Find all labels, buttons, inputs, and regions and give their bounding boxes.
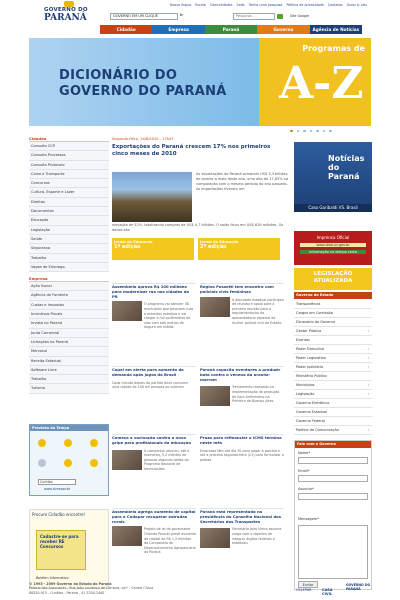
gov-item[interactable] [294,300,372,309]
footer-line-1: © 1995 - 2009 Governo do Estado do Paraná [29,582,112,586]
news-title[interactable]: Paraná está representado na presidência do Conselho Nacional dos Secretários dos Transportes [200,508,284,524]
jornal-label: Jornal da Educação [114,240,153,244]
casa-civil-logo[interactable]: CASA CIVIL [322,588,333,596]
top-link[interactable]: Política de privacidade [286,3,324,7]
gov-item[interactable] [294,363,372,372]
email-field[interactable] [298,475,368,482]
sidebar-item[interactable]: Educação [29,216,109,225]
go-button[interactable]: ir [180,13,183,17]
sidebar-head-cidadao: Cidadão [29,135,109,142]
gov-item[interactable] [294,426,372,435]
left-sidebar [29,135,109,394]
sidebar-item[interactable]: Caixa e Transporte [29,170,109,179]
top-link[interactable]: Índia [236,3,245,7]
news-text: Projeto de lei do governador Orlando Pessuti prevê aumento de capital de R$ 1,5 milhões da Companhia de Desenvolvimento Agropecuário do Paraná [144,527,196,555]
banner-program: Programas de [302,44,365,53]
search-scope-radio[interactable]: Site Google [290,14,310,18]
nav-agencia[interactable]: Agência de Notícias [310,25,362,34]
chevron-right-icon: › [367,383,369,387]
jornal-educacao-2[interactable] [198,238,280,260]
news-title[interactable]: Prazo para refinanciar o ICMS termina neste mês [200,434,284,446]
nome-field[interactable] [298,457,368,464]
sidebar-item[interactable]: Documentos [29,207,109,216]
gov-item[interactable] [294,372,372,381]
gov-item-label: Legislação [296,392,315,396]
sidebar-item[interactable]: Incentivos Fiscais [29,310,109,319]
gov-item-label: Eventos [296,338,310,342]
gov-item[interactable] [294,390,372,399]
sun-icon [38,459,46,467]
sidebar-item[interactable]: Concursos [29,179,109,188]
pager-dot[interactable] [290,130,293,133]
news-text: A deputada estadual participou de reunião e apoio para a primeira reunião para a regulamentação da aposentadoria especial da mulher policial civil do Estado [232,297,284,325]
gov-item-label: Poder Legislativo [296,356,326,360]
assunto-field[interactable] [298,493,368,500]
banner-title-1: DICIONÁRIO DO [59,68,178,83]
jornal-educacao-1[interactable] [112,238,194,260]
news-text: Cada minuto depois da partida deve consumir uma cidade de 100 mil pessoas ao subirem [112,380,189,390]
procure-head: Procure Cidadão encontre! [32,512,86,517]
pager-dot[interactable] [329,130,332,133]
top-link[interactable]: Escola [195,3,206,7]
sidebar-item[interactable]: Invista no Paraná [29,319,109,328]
gov-item-label: Municípios [296,383,315,387]
news-text: O programa vai atender 38 municípios que possuem ruas e avenidas estreitas e vai chegar a mil quilômetros de vias com seis metros de largura em média. [144,302,194,330]
leg-line-1: LEGISLAÇÃO [313,271,353,277]
news-title[interactable]: Paraná capacita eventores a produzir bota contra o veneno da aranha-marrom [200,366,284,382]
feature-text: As exportações do Paraná somaram US$ 5,3 bilhões de janeiro a maio deste ano, uma alta de 17,85% na comparação com o mesmo período do ano passado. As importações tiveram um [196,172,289,191]
gov-item[interactable] [294,399,372,408]
footer-line-2: Palácio das Araucárias - Rua João Lourenço de Campos, s/nº - Centro Cívico [29,586,154,591]
gov-item[interactable] [294,345,372,354]
chevron-right-icon: › [367,356,369,360]
sidebar-item[interactable]: Receita Estadual [29,357,109,366]
governo-footer-logo[interactable]: GOVERNO DO PARANÁ [346,583,371,591]
top-link[interactable]: Contatos [327,3,343,7]
chevron-right-icon: › [367,428,369,432]
label-nome: Nome* [298,451,311,455]
pager-dot[interactable] [316,130,319,133]
gov-item[interactable] [294,381,372,390]
gov-item[interactable] [294,327,372,336]
pager-dot[interactable] [297,130,300,133]
news-item[interactable] [112,283,196,343]
gov-item[interactable] [294,354,372,363]
celepar-logo[interactable]: CELEPAR [296,588,312,592]
news-item[interactable] [200,508,284,578]
sidebar-item[interactable]: Trabalho [29,375,109,384]
search-input[interactable]: Pesquise... [233,13,275,20]
top-link[interactable]: Tenha uma pesquisa [248,3,283,7]
sun-icon [64,439,72,447]
news-item[interactable] [112,434,196,494]
gov-item-label: Governo Federal [296,419,325,423]
sidebar-item[interactable]: Ação Social [29,282,109,291]
governo-head: Governo do Estado [294,292,372,299]
news-title[interactable]: Regina Possetti tem encontro com policiais civis femininas [200,283,284,295]
news-title[interactable]: Copel em alerta para aumento da demanda após jogos do Brasil [112,366,196,378]
feature-title[interactable]: Exportações do Paraná crescem 17% nos primeiros cinco meses de 2010 [112,144,271,157]
send-button[interactable]: Enviar [298,581,318,588]
sidebar-item[interactable]: Mercosul [29,347,109,356]
label-mensagem: Mensagem* [298,517,319,521]
contact-head: Fale com o Governo [295,441,371,448]
sidebar-item[interactable]: Vagas de Emprego [29,263,109,272]
sidebar-item[interactable]: Cultura, Esporte e Lazer [29,188,109,197]
gov-item-label: Política de Comunicação [296,428,339,432]
gov-item[interactable] [294,336,372,345]
footer-line-3: 80530-915 - Curitiba - Paraná - 41 3350-2400 [29,590,105,595]
news-text: A campanha vacinou, até o momento, 5,2 milhões de pessoas segundo dados do Programa Nacional de Imunizações [144,448,190,471]
io-sub: Informação na tempo certa [300,250,366,254]
sidebar-item[interactable]: Consulta Processos [29,151,109,160]
sun-icon [38,439,46,447]
logo-line2: PARANÁ [44,13,87,23]
gov-item[interactable] [294,309,372,318]
nav-governo[interactable]: Governo [257,25,309,34]
noticias-parana-box[interactable] [294,142,372,212]
news-image[interactable] [200,528,230,548]
sidebar-item[interactable]: Segurança [29,244,109,253]
news-image[interactable] [200,386,230,406]
gov-item-label: Gestor Público [296,329,322,333]
sidebar-item[interactable]: Consulta CCP [29,142,109,151]
mensagem-field[interactable] [298,525,368,579]
crest-icon [64,1,74,7]
chevron-right-icon: › [367,329,369,333]
date-line: Segunda-Feira, 14/6/2010 - 17h47 [112,137,174,141]
feature-image[interactable] [112,172,192,222]
np-strip[interactable]: Caso Garibaldi VS. Brasil [294,204,372,212]
sidebar-item[interactable]: Junta Comercial [29,329,109,338]
news-title[interactable]: Começa a vacinação contra a nova gripe para profissionais da educação [112,434,196,446]
top-link[interactable]: Guias & Leis [346,3,368,7]
governo-select[interactable]: GOVERNO EM UM CLIQUE [110,13,178,20]
news-image[interactable] [112,526,142,546]
nav-cidadao[interactable]: Cidadão [100,25,152,34]
np-title-1: Notícias do [328,154,365,172]
news-item[interactable] [112,366,196,426]
city-select[interactable]: Curitiba [38,479,76,485]
sidebar-item[interactable]: Turismo [29,384,109,393]
news-text: Empresas têm até dia 30 para pagar à parcela e até a próxima segunda-feira (21) para formalizar o pedido [200,448,284,462]
sidebar-item[interactable]: Saúde [29,235,109,244]
sidebar-head-empresa: Empresa [29,275,109,282]
news-item[interactable] [200,366,284,426]
gov-item-label: Governo Estadual [296,410,328,414]
news-item[interactable] [200,434,284,494]
news-item[interactable] [112,508,196,578]
gov-item[interactable] [294,318,372,327]
chevron-right-icon: › [367,347,369,351]
label-assunto: Assunto* [298,487,314,491]
news-image[interactable] [112,301,142,321]
gov-item[interactable] [294,417,372,426]
jornal-edition: 1ª edição [114,244,141,250]
weather-head: Previsão do Tempo [30,425,108,431]
label-email: Email* [298,469,310,473]
logo-line1: GOVERNO DO [44,7,88,13]
sun-icon [64,459,72,467]
footer [29,582,189,595]
sidebar-item[interactable]: Direitos [29,198,109,207]
top-link[interactable]: Nossa língua [170,3,192,7]
chevron-right-icon: › [367,365,369,369]
pager-dot[interactable] [303,130,306,133]
np-title [328,154,372,181]
top-links [170,3,400,9]
feature-text-2: elevação de 52%, totalizando compras de US$ 4,7 bilhões. O saldo ficou em US$ 626 milhões. Os dados são [112,223,284,232]
gov-item-label: Poder Executivo [296,347,325,351]
sidebar-item[interactable]: Licitações no Paraná [29,338,109,347]
procure-widget[interactable] [29,509,109,589]
search-go-icon[interactable] [277,14,283,19]
sun-icon [90,439,98,447]
news-text: Secretário Jairo Vieira assume cargo com o objetivo de integrar órgãos federais e estaduais [232,527,282,546]
gov-item-label: Governo Eletrônico [296,401,330,405]
leg-line-2: ATUALIZADA [313,278,353,284]
banner-az: A-Z [279,58,364,109]
gov-item-label: Ministério Público [296,374,327,378]
weather-link[interactable]: www.simepar.br [44,487,71,491]
sidebar-item[interactable]: Consulta Protocolo [29,161,109,170]
top-link[interactable]: Comunidades [209,3,233,7]
procure-card[interactable]: Cadastre-se para receber RE Concursos [36,530,86,570]
gov-item-label: Dicionário do Governo [296,320,336,324]
nav-parana[interactable]: Paraná [205,25,257,34]
main-nav [100,25,362,34]
news-item[interactable] [200,283,284,343]
contact-form [294,440,372,590]
sidebar-item[interactable]: Custas e Impostos [29,301,109,310]
banner-title-2: GOVERNO DO PARANÁ [59,84,227,99]
io-url[interactable]: www.dioe.pr.gov.br [300,243,366,247]
news-image[interactable] [112,450,142,470]
banner-pager [290,128,360,132]
weather-widget [29,424,109,496]
gov-item-label: Transparência [296,302,321,306]
jornal-label: Jornal da Educação [200,240,239,244]
gov-item[interactable] [294,408,372,417]
sidebar-item[interactable]: Legislação [29,226,109,235]
sidebar-item[interactable]: Agência de Fomento [29,291,109,300]
imprensa-oficial-box[interactable] [294,231,372,265]
gov-item-label: Poder Judiciário [296,365,324,369]
np-title-2: Paraná [328,172,360,181]
pager-dot[interactable] [310,130,313,133]
news-image[interactable] [200,297,230,317]
news-title[interactable]: Assembleia aprova R$ 100 milhões para modernizar rua nas cidades do PR [112,283,196,299]
news-title[interactable]: Assembleia agrega aumento de capital para a Codapar recuperar estradas rurais [112,509,196,524]
news-text: Treinamento realizado na implementação da produção de Soro Antiveneno na Primeira de Buenos Aires [232,385,280,404]
logo[interactable] [44,3,96,25]
chevron-right-icon: › [367,392,369,396]
legislacao-box[interactable] [294,268,372,290]
sidebar-item[interactable]: Trabalho [29,254,109,263]
sidebar-item[interactable]: Software Livre [29,366,109,375]
hero-banner[interactable] [29,38,371,126]
sun-icon [90,459,98,467]
pager-dot[interactable] [323,130,326,133]
procure-sub: Boletim Informativo [36,576,69,580]
gov-item-label: Cargos em Comissão [296,311,333,315]
jornal-edition: 2ª edição [200,244,227,250]
nav-empresa[interactable]: Empresa [152,25,204,34]
io-title: Imprensa Oficial [316,235,350,240]
